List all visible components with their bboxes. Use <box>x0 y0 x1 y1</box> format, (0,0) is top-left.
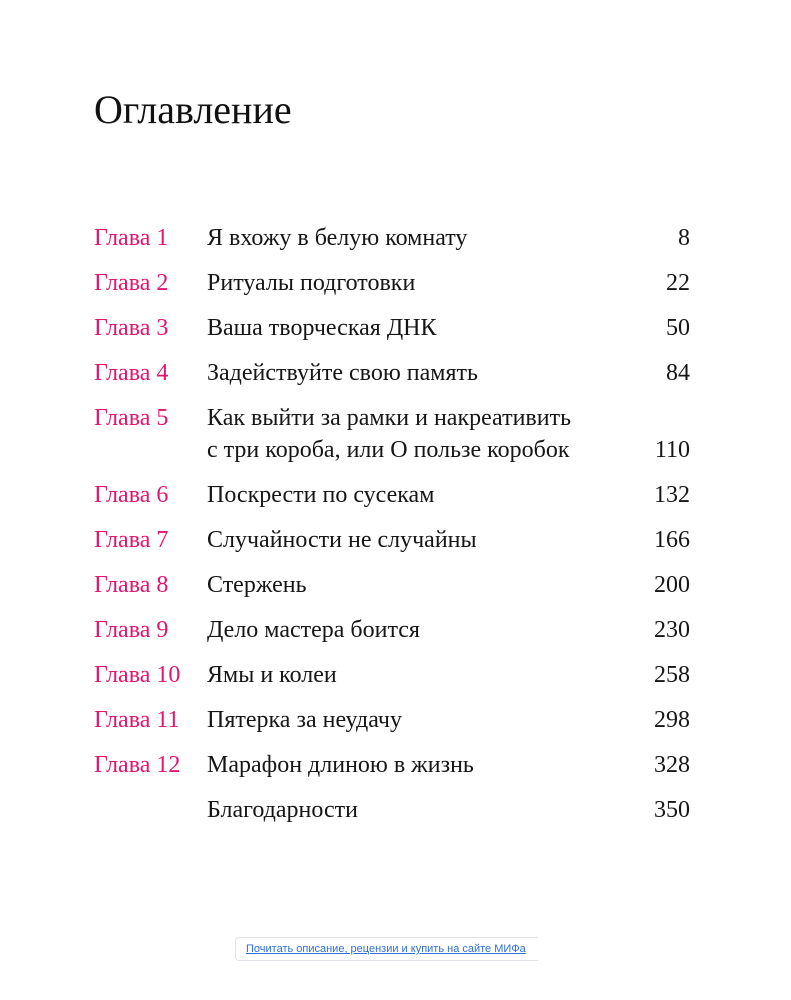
chapter-label: Глава 3 <box>94 315 169 341</box>
toc-entry <box>94 402 690 466</box>
chapter-title-line: Стержень <box>207 572 307 598</box>
page-number: 298 <box>654 707 690 733</box>
toc-entry <box>94 222 690 254</box>
toc-entry <box>94 704 690 736</box>
chapter-title <box>207 222 690 254</box>
chapter-title-line: Ваша творческая ДНК <box>207 315 437 341</box>
chapter-label: Глава 6 <box>94 482 169 508</box>
page-number: 166 <box>654 527 690 553</box>
table-of-contents <box>94 222 690 839</box>
chapter-title-line: Задействуйте свою память <box>207 360 478 386</box>
page-number: 50 <box>666 315 690 341</box>
acknowledgements-title <box>207 794 690 826</box>
chapter-label: Глава 4 <box>94 360 169 386</box>
chapter-title-line: с три короба, или О пользе коробок <box>207 437 570 463</box>
toc-entry <box>94 479 690 511</box>
chapter-title-line: Поскрести по сусекам <box>207 482 435 508</box>
chapter-title <box>207 749 690 781</box>
page-number: 110 <box>654 437 690 463</box>
chapter-label: Глава 7 <box>94 527 169 553</box>
buy-on-site-link[interactable]: Почитать описание, рецензии и купить на сайте МИФа <box>235 937 538 961</box>
page-number: 328 <box>654 752 690 778</box>
chapter-title <box>207 704 690 736</box>
chapter-title-line: Ритуалы подготовки <box>207 270 416 296</box>
page-number: 230 <box>654 617 690 643</box>
chapter-title <box>207 402 690 466</box>
toc-entry <box>94 614 690 646</box>
chapter-title <box>207 479 690 511</box>
page-number: 200 <box>654 572 690 598</box>
chapter-title-line: Марафон длиною в жизнь <box>207 752 474 778</box>
chapter-title <box>207 267 690 299</box>
chapter-label: Глава 10 <box>94 662 181 688</box>
chapter-label: Глава 2 <box>94 270 169 296</box>
chapter-label: Глава 9 <box>94 617 169 643</box>
chapter-label: Глава 5 <box>94 405 169 431</box>
chapter-title <box>207 524 690 556</box>
chapter-title-line: Я вхожу в белую комнату <box>207 225 468 251</box>
chapter-title-line: Случайности не случайны <box>207 527 477 553</box>
chapter-title-line: Ямы и колеи <box>207 662 337 688</box>
toc-entry <box>94 659 690 691</box>
toc-entry <box>94 267 690 299</box>
chapter-title-line: Пятерка за неудачу <box>207 707 402 733</box>
toc-entry <box>94 749 690 781</box>
page-title: Оглавление <box>94 87 292 132</box>
page-number: 350 <box>654 797 690 823</box>
chapter-title-line: Дело мастера боится <box>207 617 420 643</box>
toc-entry <box>94 312 690 344</box>
toc-entry <box>94 357 690 389</box>
page-number: 258 <box>654 662 690 688</box>
chapter-title <box>207 312 690 344</box>
acknowledgements-title-line: Благодарности <box>207 797 358 823</box>
chapter-title-line: Как выйти за рамки и накреативить <box>207 405 572 431</box>
toc-entry <box>94 524 690 556</box>
page-number: 132 <box>654 482 690 508</box>
chapter-title <box>207 659 690 691</box>
page-number: 8 <box>678 225 690 251</box>
page-number: 22 <box>666 270 690 296</box>
toc-entry <box>94 569 690 601</box>
chapter-label: Глава 8 <box>94 572 169 598</box>
toc-entry-acknowledgements <box>94 794 690 826</box>
page-number: 84 <box>666 360 690 386</box>
chapter-label: Глава 1 <box>94 225 169 251</box>
chapter-label: Глава 11 <box>94 707 180 733</box>
chapter-title <box>207 614 690 646</box>
chapter-title <box>207 569 690 601</box>
chapter-title <box>207 357 690 389</box>
chapter-label: Глава 12 <box>94 752 181 778</box>
